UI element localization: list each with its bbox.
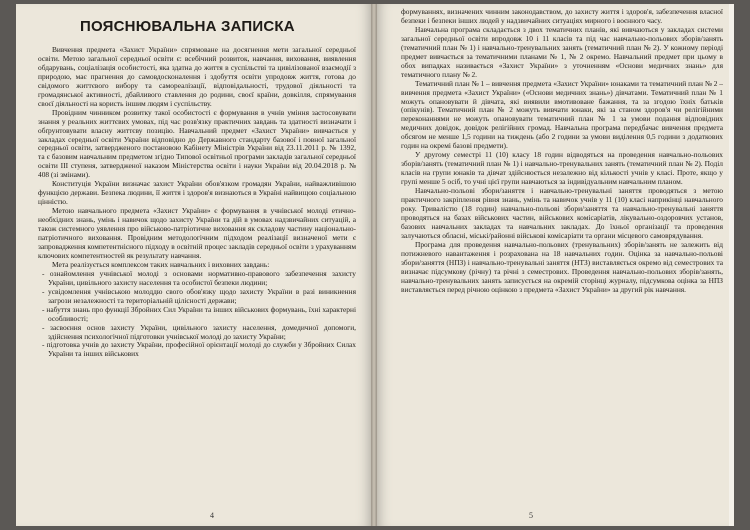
left-page [16, 4, 371, 526]
right-page-text [401, 8, 723, 295]
list-item: - ознайомлення учнівської молоді з основами нормативно-правового забезпечення захисту України, цивільного захисту населення та особистої безпеки людини; [48, 270, 356, 288]
list-item: - набуття знань про функції Збройних Сил України та інших військових формувань, їхні характерні особливості; [48, 306, 356, 324]
paragraph: Мета реалізується комплексом таких навчальних і виховних завдань: [52, 259, 270, 269]
page-number: 5 [529, 511, 533, 520]
paragraph: Метою навчального предмета «Захист України» є формування в учнівської молоді етично-необхідних знань, умінь і навичок щодо захисту України та дій в умовах надзвичайних ситуацій, а також системного уявлення про військово-патріотичне виховання як складову частину національно-патріотичного виховання. Провідним методологічним підходом реалізації визначеної мети є запровадження компетентнісного підходу в освітній процес закладів середньої освіти з урахуванням ключових компетентностей як результату навчання. [38, 206, 356, 260]
paragraph: Тематичний план № 1 – вивчення предмета «Захист України» юнаками та тематичний план № 2 – вивчення предмета «Захист України» («Основи медичних знань») дівчатами. Тематичний план № 1 можуть опановувати й дівчата, які виявили вмотивоване бажання, та за згодою їхніх батьків (опікунів). Тематичний план № 2 можуть вивчати юнаки, які за станом здоров'я чи релігійними переконаннями не можуть опановувати тематичний план № 1 за умови подання відповідних медичних довідок, довідок релігійних громад. Навчальна програма передбачає вивчення предмета обсягом не менше 1,5 години на тиждень (або 2 години за умови виділення 0,5 години з додаткових годин на окремі базові предмети). [401, 78, 723, 151]
paragraph: Програма для проведення навчально-польових (тренувальних) зборів/занять не залежить від потижневого навантаження і розрахована на 18 навчальних годин. Оцінка за навчально-польові збори/заняття (НПЗ) і навчально-тренувальні заняття (НТЗ) виставляється окремо від семестрових та визначає підсумкову (річну) та річні з семестрових. Проведення навчально-польових зборів/занять, навчально-тренувальних занять записується на окремій сторінці журналу, підсумкова оцінка за НПЗ виставляється перед річною оцінкою з предмета «Захист України» за другий рік навчання. [401, 239, 723, 294]
tasks-list [38, 270, 356, 360]
left-page-text [38, 46, 356, 359]
book-spread [16, 4, 734, 526]
page-edge [729, 4, 734, 526]
list-item: - підготовка учнів до захисту України, професійної орієнтації молоді до служби у Збройних Силах України та інших військових [48, 341, 356, 359]
list-item: - засвоєння основ захисту України, цивільного захисту населення, домедичної допомоги, здійснення психологічної підготовки учнівської молоді до захисту України; [48, 324, 356, 342]
page-title: ПОЯСНЮВАЛЬНА ЗАПИСКА [80, 18, 295, 35]
paragraph: Навчально-польові збори/заняття і навчально-тренувальні заняття проводяться з метою практичного закріплення рівня знань, умінь та навичок учнів у 11 (10) класі наприкінці навчального року. Тривалістю (18 годин) навчально-польові збори/заняття та навчально-тренувальні заняття проводяться на базах військових частин, військових комісаріатів, лікувально-оздоровчих установ, базових навчальних закладах та навчальних закладах. До їхньої організації та проведення залучаються обласні, міські/районні військові комісаріати та органи місцевого самоврядування. [401, 186, 723, 240]
paragraph: Вивчення предмета «Захист України» спрямоване на досягнення мети загальної середньої освіти. Метою загальної середньої освіти є: всебічний розвиток, навчання, виховання, виявлення обдарувань, соціалізація особистості, яка здатна до життя в суспільстві та цивілізованої взаємодії з природою, має прагнення до самовдосконалення і здобуття освіти упродовж життя, готова до свідомого життєвого вибору та самореалізації, відповідальності, трудової діяльності та громадянської активності, дбайливого ставлення до родини, своєї країни, довкілля, спрямування своєї діяльності на користь іншим людям і суспільству. [38, 45, 356, 108]
paragraph: У другому семестрі 11 (10) класу 18 годин відводяться на проведення навчально-польових зборів/занять (тематичний план № 1) і навчально-тренувальних занять (тематичний план № 2). Поділ класів на групи юнаків та дівчат здійснюється незалежно від кількості учнів у класі. Проте, якщо у групі менше 5 осіб, то учні цієї групи навчаються за індивідуальним навчальним планом. [401, 150, 723, 187]
list-item: - усвідомлення учнівською молоддю свого обов'язку щодо захисту України в разі виникнення загрози незалежності та територіальній цілісності держави; [48, 288, 356, 306]
paragraph: Навчальна програма складається з двох тематичних планів, які вивчаються у закладах системи загальної середньої освіти впродовж 10 і 11 класів та під час навчально-польових зборів/занять (тематичний план № 1) і навчально-тренувальних занять (тематичний план № 2). У кожному періоді предмет вивчається за тематичними планами № 1, № 2 окремо. Навчальний предмет при цьому в обох випадках називається «Захист України» з уточненням «Основи медичних знань» для тематичного плану № 2. [401, 24, 723, 79]
paragraph: формуваннях, визначених чинним законодавством, до захисту життя і здоров'я, забезпечення власної безпеки і безпеки інших людей у надзвичайних ситуаціях мирного і воєнного часу. [401, 7, 723, 25]
paragraph: Провідним чинником розвитку такої особистості є формування в учнів уміння застосовувати знання у реальних життєвих умовах, під час розв'язку практичних завдань та здатності визначати і обґрунтовувати власну життєву позицію. Навчальний предмет «Захист України» вивчається у закладах середньої освіти України відповідно до Державного стандарту базової і повної загальної середньої освіти, затвердженого постановою Кабінету Міністрів України від 23.11.2011 р. № 1392, та є базовим навчальним предметом згідно Типової освітньої програми закладів загальної середньої освіти ІІІ ступеня, затвердженої наказом Міністерства освіти і науки України від 20.04.2018 р. № 408 (зі змінами). [38, 107, 356, 180]
right-page [377, 4, 734, 526]
paragraph: Конституція України визначає захист України обов'язком громадян України, найважливішою функцією держави. Безпека людини, її життя і здоров'я визнаються в Україні найвищою соціальною цінністю. [38, 179, 356, 207]
page-number: 4 [210, 511, 214, 520]
